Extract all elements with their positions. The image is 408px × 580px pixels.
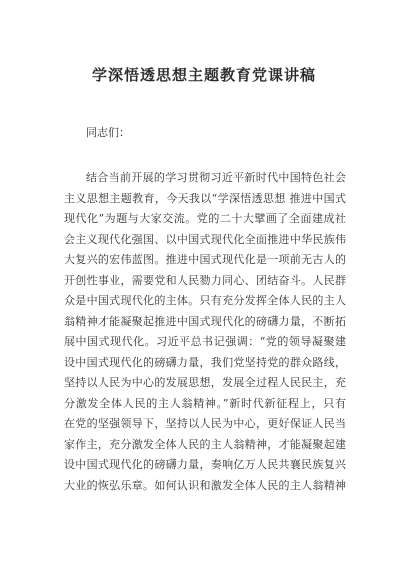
paragraph-line: 众是中国式现代化的主体。只有充分发挥全体人民的主人 (64, 294, 346, 307)
paragraph-line: 主义思想主题教育，今天我以“学深悟透思想 推进中国式 (64, 191, 346, 205)
paragraph-line: 在党的坚强领导下，坚持以人民为中心，更好保证人民当 (64, 417, 346, 430)
paragraph-line: 翁精神才能凝聚起推进中国式现代化的磅礴力量，不断拓 (64, 314, 346, 328)
paragraph-line: 会主义现代化强国、以中国式现代化全面推进中华民族伟 (64, 232, 346, 246)
document-title: 学深悟透思想主题教育党课讲稿 (91, 66, 316, 84)
paragraph-line: 设中国式现代化的磅礴力量，奏响亿万人民共襄民族复兴 (64, 458, 346, 471)
paragraph-line: 现代化”为题与大家交流。党的二十大擘画了全面建成社 (64, 212, 346, 225)
paragraph-line: 坚持以人民为中心的发展思想，发展全过程人民民主，充 (64, 376, 346, 389)
paragraph-line: 开创性事业，需要党和人民勠力同心、团结奋斗。人民群 (64, 273, 346, 287)
body-paragraph (64, 168, 346, 496)
paragraph-line: 展中国式现代化。习近平总书记强调：“党的领导凝聚建 (64, 335, 346, 348)
paragraph-line: 大业的恢弘乐章。如何认识和激发全体人民的主人翁精神 (64, 478, 346, 492)
paragraph-line: 结合当前开展的学习贯彻习近平新时代中国特色社会 (86, 171, 346, 184)
paragraph-line: 分激发全体人民的主人翁精神。”新时代新征程上，只有 (64, 396, 346, 410)
paragraph-line: 大复兴的宏伟蓝图。推进中国式现代化是一项前无古人的 (64, 253, 346, 266)
paragraph-line: 设中国式现代化的磅礴力量，我们党坚持党的群众路线， (64, 355, 346, 369)
salutation: 同志们： (86, 126, 130, 139)
paragraph-line: 家作主，充分激发全体人民的主人翁精神，才能凝聚起建 (64, 437, 346, 451)
